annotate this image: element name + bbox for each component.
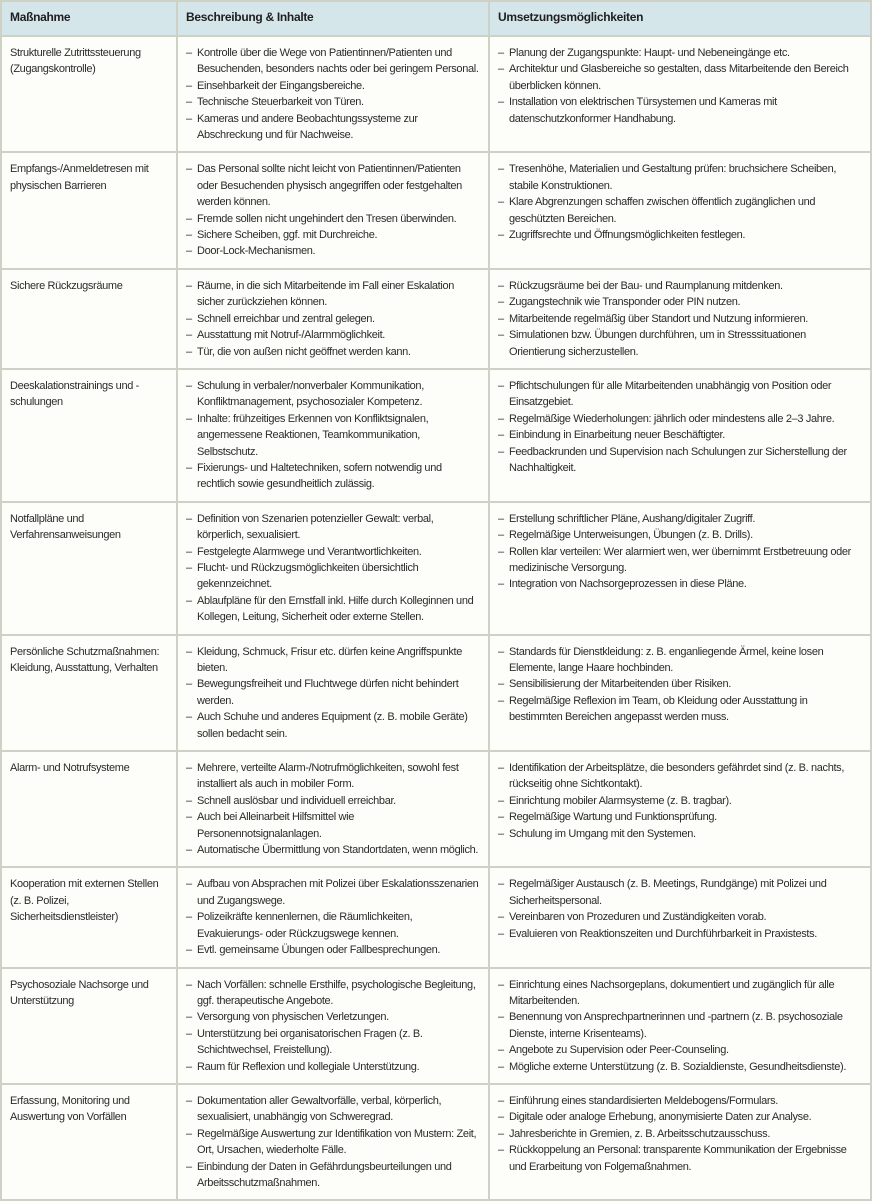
implementation-item: – Regelmäßige Wartung und Funktionsprüfung. [498, 809, 862, 825]
implementation-item: – Rückzugsräume bei der Bau- und Raumplanung mitdenken. [498, 278, 862, 294]
description-item: – Technische Steuerbarkeit von Türen. [186, 94, 480, 110]
description-cell [177, 369, 489, 502]
implementation-item: – Regelmäßige Reflexion im Team, ob Kleidung oder Ausstattung in bestimmten Bereichen angepasst werden muss. [498, 693, 862, 726]
header-description: Beschreibung & Inhalte [177, 1, 489, 36]
implementation-item: – Rollen klar verteilen: Wer alarmiert wen, wer übernimmt Erstbetreuung oder medizinische Versorgung. [498, 544, 862, 577]
table-body [1, 36, 871, 1200]
implementation-cell [489, 1084, 871, 1200]
description-item: – Versorgung von physischen Verletzungen. [186, 1009, 480, 1025]
implementation-item: – Zugangstechnik wie Transponder oder PIN nutzen. [498, 294, 862, 310]
description-list [186, 45, 480, 143]
description-item: – Kleidung, Schmuck, Frisur etc. dürfen keine Angriffspunkte bieten. [186, 644, 480, 677]
implementation-item: – Einführung eines standardisierten Meldebogens/Formulars. [498, 1093, 862, 1109]
implementation-item: – Standards für Dienstkleidung: z. B. enganliegende Ärmel, keine losen Elemente, lange Haare hochbinden. [498, 644, 862, 677]
implementation-item: – Vereinbaren von Prozeduren und Zuständigkeiten vorab. [498, 909, 862, 925]
description-cell [177, 269, 489, 369]
description-list [186, 278, 480, 360]
description-item: – Festgelegte Alarmwege und Verantwortlichkeiten. [186, 544, 480, 560]
description-item: – Mehrere, verteilte Alarm-/Notrufmöglichkeiten, sowohl fest installiert als auch in mobiler Form. [186, 760, 480, 793]
implementation-item: – Angebote zu Supervision oder Peer-Counseling. [498, 1042, 862, 1058]
implementation-list [498, 45, 862, 127]
description-item: – Einbindung der Daten in Gefährdungsbeurteilungen und Arbeitsschutzmaßnahmen. [186, 1159, 480, 1192]
description-item: – Sichere Scheiben, ggf. mit Durchreiche. [186, 227, 480, 243]
table-row [1, 1084, 871, 1200]
description-item: – Kameras und andere Beobachtungssysteme zur Abschreckung und für Nachweise. [186, 111, 480, 144]
description-item: – Räume, in die sich Mitarbeitende im Fall einer Eskalation sicher zurückziehen können. [186, 278, 480, 311]
description-item: – Ausstattung mit Notruf-/Alarmmöglichkeit. [186, 327, 480, 343]
description-item: – Einsehbarkeit der Eingangsbereiche. [186, 78, 480, 94]
description-cell [177, 968, 489, 1084]
measure-name: Empfangs-/Anmeldetresen mit physischen Barrieren [1, 152, 177, 268]
description-item: – Evtl. gemeinsame Übungen oder Fallbesprechungen. [186, 942, 480, 958]
measure-name: Psychosoziale Nachsorge und Unterstützung [1, 968, 177, 1084]
implementation-item: – Einrichtung eines Nachsorgeplans, dokumentiert und zugänglich für alle Mitarbeitenden. [498, 977, 862, 1010]
measure-name: Kooperation mit externen Stellen (z. B. Polizei, Sicherheitsdienstleister) [1, 867, 177, 967]
implementation-cell [489, 369, 871, 502]
implementation-item: – Zugriffsrechte und Öffnungsmöglichkeiten festlegen. [498, 227, 862, 243]
description-list [186, 511, 480, 626]
table-row [1, 152, 871, 268]
measure-name: Sichere Rückzugsräume [1, 269, 177, 369]
description-list [186, 977, 480, 1075]
measure-name: Persönliche Schutzmaßnahmen: Kleidung, Ausstattung, Verhalten [1, 635, 177, 751]
description-item: – Regelmäßige Auswertung zur Identifikation von Mustern: Zeit, Ort, Ursachen, wiederholte Fälle. [186, 1126, 480, 1159]
implementation-cell [489, 635, 871, 751]
implementation-item: – Regelmäßige Unterweisungen, Übungen (z. B. Drills). [498, 527, 862, 543]
description-item: – Schulung in verbaler/nonverbaler Kommunikation, Konfliktmanagement, psychosozialer Kompetenz. [186, 378, 480, 411]
description-item: – Unterstützung bei organisatorischen Fragen (z. B. Schichtwechsel, Freistellung). [186, 1026, 480, 1059]
implementation-item: – Rückkoppelung an Personal: transparente Kommunikation der Ergebnisse und Erarbeitung von Folgemaßnahmen. [498, 1142, 862, 1175]
table-row [1, 635, 871, 751]
implementation-cell [489, 502, 871, 635]
implementation-item: – Regelmäßiger Austausch (z. B. Meetings, Rundgänge) mit Polizei und Sicherheitspersonal. [498, 876, 862, 909]
description-item: – Tür, die von außen nicht geöffnet werden kann. [186, 344, 480, 360]
description-item: – Schnell auslösbar und individuell erreichbar. [186, 793, 480, 809]
implementation-list [498, 511, 862, 593]
implementation-item: – Einrichtung mobiler Alarmsysteme (z. B. tragbar). [498, 793, 862, 809]
header-implementation: Umsetzungsmöglichkeiten [489, 1, 871, 36]
description-item: – Schnell erreichbar und zentral gelegen. [186, 311, 480, 327]
implementation-item: – Tresenhöhe, Materialien und Gestaltung prüfen: bruchsichere Scheiben, stabile Konstruktionen. [498, 161, 862, 194]
table-row [1, 968, 871, 1084]
description-item: – Fremde sollen nicht ungehindert den Tresen überwinden. [186, 211, 480, 227]
implementation-cell [489, 867, 871, 967]
table-row [1, 751, 871, 867]
description-item: – Definition von Szenarien potenzieller Gewalt: verbal, körperlich, sexualisiert. [186, 511, 480, 544]
implementation-item: – Einbindung in Einarbeitung neuer Beschäftigter. [498, 427, 862, 443]
description-list [186, 876, 480, 958]
table-header [1, 1, 871, 36]
description-item: – Aufbau von Absprachen mit Polizei über Eskalationsszenarien und Zugangswege. [186, 876, 480, 909]
table-row [1, 867, 871, 967]
implementation-list [498, 278, 862, 360]
implementation-cell [489, 968, 871, 1084]
implementation-item: – Installation von elektrischen Türsystemen und Kameras mit datenschutzkonformer Handhabung. [498, 94, 862, 127]
description-list [186, 1093, 480, 1191]
description-item: – Fixierungs- und Haltetechniken, sofern notwendig und rechtlich sowie gesundheitlich zulässig. [186, 460, 480, 493]
header-row [1, 1, 871, 36]
description-list [186, 161, 480, 259]
table-row [1, 369, 871, 502]
description-cell [177, 867, 489, 967]
measure-name: Erfassung, Monitoring und Auswertung von Vorfällen [1, 1084, 177, 1200]
table-row [1, 502, 871, 635]
description-cell [177, 635, 489, 751]
description-item: – Polizeikräfte kennenlernen, die Räumlichkeiten, Evakuierungs- oder Rückzugswege kennen. [186, 909, 480, 942]
description-list [186, 760, 480, 858]
implementation-item: – Digitale oder analoge Erhebung, anonymisierte Daten zur Analyse. [498, 1109, 862, 1125]
description-item: – Auch bei Alleinarbeit Hilfsmittel wie Personennotsignalanlagen. [186, 809, 480, 842]
description-item: – Door-Lock-Mechanismen. [186, 243, 480, 259]
description-item: – Das Personal sollte nicht leicht von Patientinnen/Patienten oder Besuchenden physisch angegriffen oder festgehalten werden können. [186, 161, 480, 210]
implementation-item: – Pflichtschulungen für alle Mitarbeitenden unabhängig von Position oder Einsatzgebiet. [498, 378, 862, 411]
description-item: – Raum für Reflexion und kollegiale Unterstützung. [186, 1059, 480, 1075]
description-cell [177, 1084, 489, 1200]
implementation-item: – Regelmäßige Wiederholungen: jährlich oder mindestens alle 2–3 Jahre. [498, 411, 862, 427]
implementation-list [498, 1093, 862, 1175]
description-cell [177, 36, 489, 152]
measure-name: Alarm- und Notrufsysteme [1, 751, 177, 867]
description-cell [177, 502, 489, 635]
table-row [1, 269, 871, 369]
implementation-list [498, 161, 862, 243]
implementation-item: – Jahresberichte in Gremien, z. B. Arbeitsschutzausschuss. [498, 1126, 862, 1142]
implementation-list [498, 760, 862, 842]
implementation-item: – Evaluieren von Reaktionszeiten und Durchführbarkeit in Praxistests. [498, 926, 862, 942]
implementation-item: – Integration von Nachsorgeprozessen in diese Pläne. [498, 576, 862, 592]
description-cell [177, 751, 489, 867]
implementation-item: – Sensibilisierung der Mitarbeitenden über Risiken. [498, 676, 862, 692]
implementation-item: – Benennung von Ansprechpartnerinnen und -partnern (z. B. psychosoziale Dienste, interne Krisenteams). [498, 1009, 862, 1042]
description-list [186, 378, 480, 493]
description-item: – Flucht- und Rückzugsmöglichkeiten übersichtlich gekennzeichnet. [186, 560, 480, 593]
description-item: – Nach Vorfällen: schnelle Ersthilfe, psychologische Begleitung, ggf. therapeutische Angebote. [186, 977, 480, 1010]
implementation-list [498, 644, 862, 726]
implementation-list [498, 876, 862, 942]
description-cell [177, 152, 489, 268]
implementation-item: – Architektur und Glasbereiche so gestalten, dass Mitarbeitende den Bereich überblicken können. [498, 61, 862, 94]
implementation-item: – Mögliche externe Unterstützung (z. B. Sozialdienste, Gesundheitsdienste). [498, 1059, 862, 1075]
implementation-item: – Schulung im Umgang mit den Systemen. [498, 826, 862, 842]
implementation-cell [489, 269, 871, 369]
table-row [1, 36, 871, 152]
measure-name: Notfallpläne und Verfahrensanweisungen [1, 502, 177, 635]
implementation-list [498, 977, 862, 1075]
implementation-item: – Planung der Zugangspunkte: Haupt- und Nebeneingänge etc. [498, 45, 862, 61]
description-item: – Kontrolle über die Wege von Patientinnen/Patienten und Besuchenden, besonders nachts oder bei geringem Personal. [186, 45, 480, 78]
implementation-list [498, 378, 862, 476]
implementation-cell [489, 751, 871, 867]
description-item: – Automatische Übermittlung von Standortdaten, wenn möglich. [186, 842, 480, 858]
implementation-cell [489, 36, 871, 152]
header-measure: Maßnahme [1, 1, 177, 36]
description-item: – Ablaufpläne für den Ernstfall inkl. Hilfe durch Kolleginnen und Kollegen, Leitung, Sicherheit oder externe Stellen. [186, 593, 480, 626]
description-item: – Dokumentation aller Gewaltvorfälle, verbal, körperlich, sexualisiert, unabhängig von Schweregrad. [186, 1093, 480, 1126]
implementation-cell [489, 152, 871, 268]
implementation-item: – Klare Abgrenzungen schaffen zwischen öffentlich zugänglichen und geschützten Bereichen. [498, 194, 862, 227]
description-item: – Bewegungsfreiheit und Fluchtwege dürfen nicht behindert werden. [186, 676, 480, 709]
measure-name: Strukturelle Zutrittssteuerung (Zugangskontrolle) [1, 36, 177, 152]
implementation-item: – Simulationen bzw. Übungen durchführen, um in Stresssituationen Orientierung sicherzustellen. [498, 327, 862, 360]
description-item: – Auch Schuhe und anderes Equipment (z. B. mobile Geräte) sollen bedacht sein. [186, 709, 480, 742]
implementation-item: – Mitarbeitende regelmäßig über Standort und Nutzung informieren. [498, 311, 862, 327]
implementation-item: – Identifikation der Arbeitsplätze, die besonders gefährdet sind (z. B. nachts, rückseitig ohne Sichtkontakt). [498, 760, 862, 793]
measure-name: Deeskalationstrainings und -schulungen [1, 369, 177, 502]
implementation-item: – Erstellung schriftlicher Pläne, Aushang/digitaler Zugriff. [498, 511, 862, 527]
description-list [186, 644, 480, 742]
implementation-item: – Feedbackrunden und Supervision nach Schulungen zur Sicherstellung der Nachhaltigkeit. [498, 444, 862, 477]
description-item: – Inhalte: frühzeitiges Erkennen von Konfliktsignalen, angemessene Reaktionen, Teamkommunikation, Selbstschutz. [186, 411, 480, 460]
